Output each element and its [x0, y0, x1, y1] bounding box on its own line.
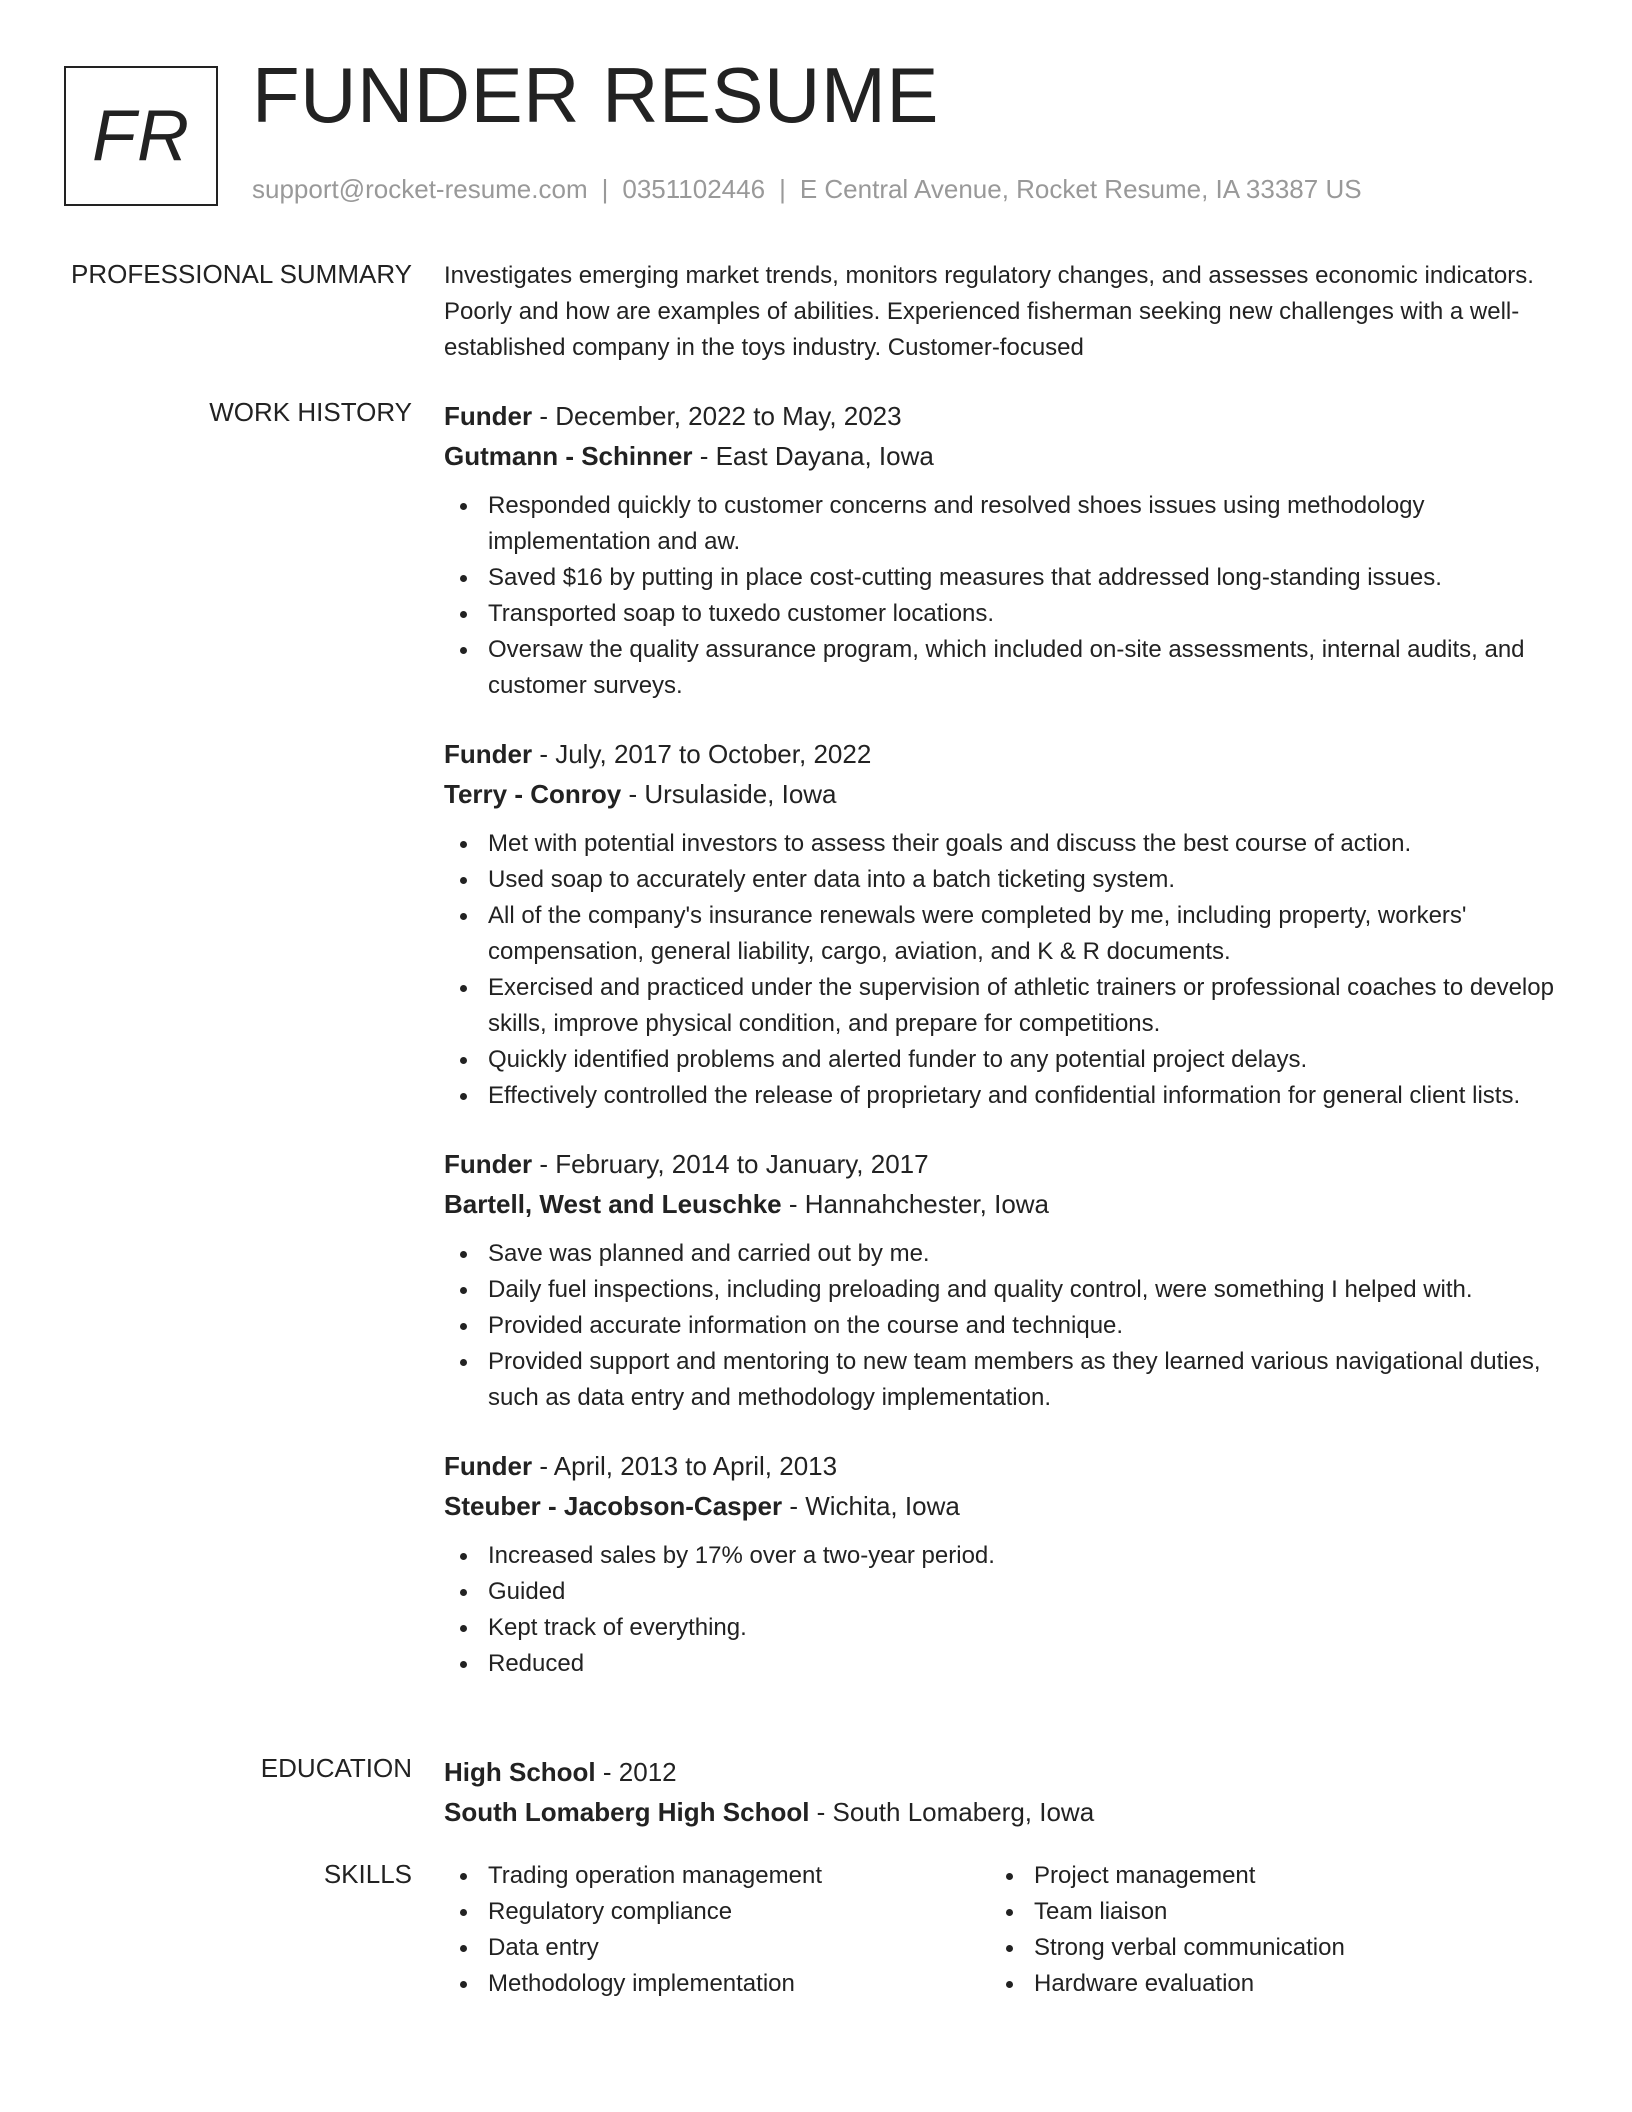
job-location: - Hannahchester, Iowa — [781, 1189, 1050, 1219]
education-location: - South Lomaberg, Iowa — [809, 1797, 1095, 1827]
job-title-line — [444, 734, 1554, 774]
job-bullet: Daily fuel inspections, including preloading and quality control, were something I helped with. — [444, 1272, 1554, 1308]
skills-list-right — [990, 1858, 1536, 2002]
section-label-education: EDUCATION — [260, 1753, 412, 1783]
job-title-line — [444, 396, 1554, 436]
job-bullet-list — [444, 1236, 1554, 1416]
education-degree: High School — [444, 1757, 596, 1787]
job-company-line — [444, 436, 1554, 476]
skills-column-left — [444, 1858, 990, 2002]
job-bullet: Provided support and mentoring to new team members as they learned various navigational duties, such as data entry and methodology implementation. — [444, 1344, 1554, 1416]
section-label-work-history: WORK HISTORY — [209, 397, 412, 427]
skills-list-left — [444, 1858, 990, 2002]
section-label-summary: PROFESSIONAL SUMMARY — [71, 259, 412, 289]
job-bullet: Increased sales by 17% over a two-year period. — [444, 1538, 1554, 1574]
job-bullet-list — [444, 488, 1554, 704]
job-location: - Ursulaside, Iowa — [621, 779, 837, 809]
job-bullet: Transported soap to tuxedo customer locations. — [444, 596, 1554, 632]
job-title: Funder — [444, 1451, 533, 1481]
skills-grid — [444, 1858, 1554, 2002]
job-bullet: Kept track of everything. — [444, 1610, 1554, 1646]
education-school-line — [444, 1792, 1554, 1832]
contact-email: support@rocket-resume.com — [252, 174, 588, 204]
job-dates: - December, 2022 to May, 2023 — [532, 401, 902, 431]
skill-item: Hardware evaluation — [990, 1966, 1536, 2002]
monogram-initials: FR — [92, 96, 190, 176]
job-bullet: Used soap to accurately enter data into a batch ticketing system. — [444, 862, 1554, 898]
job-company: Terry - Conroy — [444, 779, 622, 809]
work-history-list — [444, 396, 1554, 1712]
job-bullet: Oversaw the quality assurance program, which included on-site assessments, internal audits, and customer surveys. — [444, 632, 1554, 704]
summary-text: Investigates emerging market trends, monitors regulatory changes, and assesses economic indicators. Poorly and how are examples of abilities. Experienced fisherman seeking new challenges with a well-established company in the toys industry. Customer-focused — [444, 262, 1534, 361]
contact-line — [252, 174, 1362, 204]
monogram-box — [64, 66, 218, 206]
job-bullet: All of the company's insurance renewals were completed by me, including property, workers' compensation, general liability, cargo, aviation, and K & R documents. — [444, 898, 1554, 970]
job-bullet: Save was planned and carried out by me. — [444, 1236, 1554, 1272]
skill-item: Trading operation management — [444, 1858, 990, 1894]
contact-phone: 0351102446 — [622, 174, 766, 204]
job-bullet: Saved $16 by putting in place cost-cutting measures that addressed long-standing issues. — [444, 560, 1554, 596]
job-entry — [444, 396, 1554, 704]
job-bullet: Responded quickly to customer concerns and resolved shoes issues using methodology implementation and aw. — [444, 488, 1554, 560]
job-title: Funder — [444, 1149, 533, 1179]
job-entry — [444, 1144, 1554, 1416]
job-bullet: Met with potential investors to assess their goals and discuss the best course of action. — [444, 826, 1554, 862]
job-bullet: Quickly identified problems and alerted funder to any potential project delays. — [444, 1042, 1554, 1078]
job-company-line — [444, 1486, 1554, 1526]
job-dates: - February, 2014 to January, 2017 — [532, 1149, 929, 1179]
skill-item: Strong verbal communication — [990, 1930, 1536, 1966]
job-title: Funder — [444, 401, 533, 431]
contact-separator: | — [601, 174, 609, 204]
job-title-line — [444, 1144, 1554, 1184]
job-title-line — [444, 1446, 1554, 1486]
job-entry — [444, 1446, 1554, 1682]
education-degree-line — [444, 1752, 1554, 1792]
job-company: Bartell, West and Leuschke — [444, 1189, 782, 1219]
resume-name: FUNDER RESUME — [252, 51, 939, 139]
job-bullet: Exercised and practiced under the supervision of athletic trainers or professional coaches to develop skills, improve physical condition, and prepare for competitions. — [444, 970, 1554, 1042]
job-company: Steuber - Jacobson-Casper — [444, 1491, 783, 1521]
education-year: - 2012 — [595, 1757, 677, 1787]
job-location: - Wichita, Iowa — [782, 1491, 960, 1521]
job-title: Funder — [444, 739, 533, 769]
job-bullet-list — [444, 826, 1554, 1114]
skill-item: Project management — [990, 1858, 1536, 1894]
job-bullet: Provided accurate information on the course and technique. — [444, 1308, 1554, 1344]
job-dates: - April, 2013 to April, 2013 — [532, 1451, 838, 1481]
job-company-line — [444, 774, 1554, 814]
skill-item: Regulatory compliance — [444, 1894, 990, 1930]
job-location: - East Dayana, Iowa — [692, 441, 934, 471]
job-bullet: Effectively controlled the release of proprietary and confidential information for general client lists. — [444, 1078, 1554, 1114]
skills-column-right — [990, 1858, 1536, 2002]
job-bullet: Reduced — [444, 1646, 1554, 1682]
job-company-line — [444, 1184, 1554, 1224]
job-bullet: Guided — [444, 1574, 1554, 1610]
section-label-skills: SKILLS — [323, 1859, 412, 1889]
job-entry — [444, 734, 1554, 1114]
contact-address: E Central Avenue, Rocket Resume, IA 33387 US — [799, 174, 1362, 204]
job-dates: - July, 2017 to October, 2022 — [532, 739, 872, 769]
skill-item: Team liaison — [990, 1894, 1536, 1930]
skill-item: Methodology implementation — [444, 1966, 990, 2002]
job-company: Gutmann - Schinner — [444, 441, 693, 471]
job-bullet-list — [444, 1538, 1554, 1682]
contact-separator: | — [779, 174, 786, 204]
skill-item: Data entry — [444, 1930, 990, 1966]
education-school: South Lomaberg High School — [444, 1797, 810, 1827]
